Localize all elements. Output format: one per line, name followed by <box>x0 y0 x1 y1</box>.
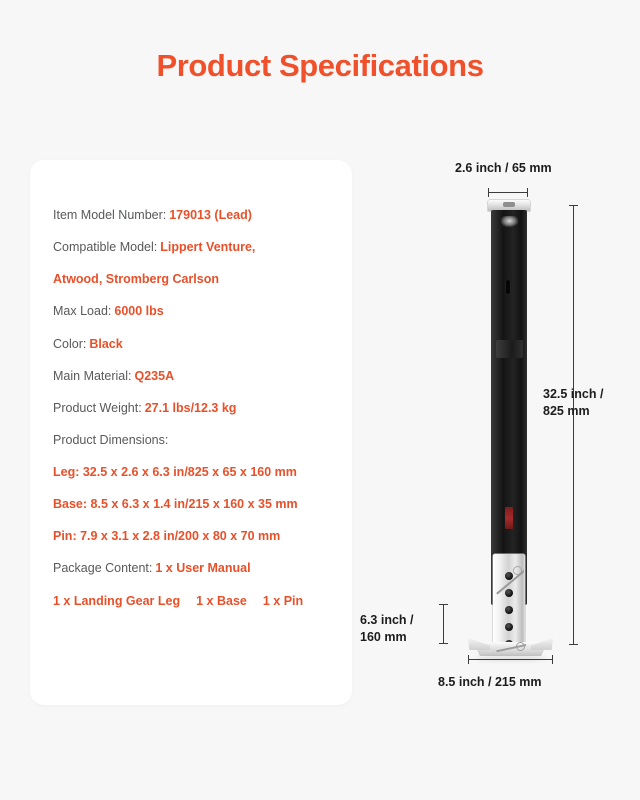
spec-label: Product Weight: <box>53 400 142 415</box>
spec-row: Base: 8.5 x 6.3 x 1.4 in/215 x 160 x 35 mm <box>53 497 298 512</box>
lanyard-ring-icon <box>513 566 522 575</box>
leg-warning-sticker <box>505 507 513 529</box>
package-item: 1 x Pin <box>262 593 304 608</box>
spec-row <box>53 208 340 224</box>
pin-lanyard-upper <box>494 560 524 602</box>
spec-value: 27.1 lbs/12.3 kg <box>144 400 237 415</box>
leg-mid-bracket <box>496 340 523 358</box>
adjust-hole <box>505 623 513 631</box>
page-title: Product Specifications <box>156 48 484 83</box>
dimension-label-total-height-line1: 32.5 inch / <box>543 387 604 401</box>
dimension-label-base-height-line2: 160 mm <box>360 629 407 644</box>
spec-value: 1 x User Manual <box>155 561 251 576</box>
dimension-label-base-width: 8.5 inch / 215 mm <box>438 675 542 689</box>
spec-row <box>53 240 340 256</box>
spec-row: Leg: 32.5 x 2.6 x 6.3 in/825 x 65 x 160 mm <box>53 465 297 479</box>
dimension-line-base-height <box>443 604 444 644</box>
spec-label: Compatible Model: <box>53 240 158 255</box>
dimension-label-base-height <box>360 612 414 646</box>
spec-row: Pin: 7.9 x 3.1 x 2.8 in/200 x 80 x 70 mm <box>53 529 281 544</box>
adjust-hole <box>505 606 513 614</box>
spec-label: Product Dimensions: <box>53 432 169 447</box>
spec-value: Black <box>89 336 123 351</box>
leg-top-slot <box>501 216 518 227</box>
dimension-label-top-width: 2.6 inch / 65 mm <box>455 161 552 175</box>
leg-upper-pin-slot <box>506 280 510 294</box>
spec-row <box>53 304 340 320</box>
spec-row <box>53 561 340 577</box>
dimension-line-total-height <box>573 205 574 645</box>
spec-label: Color: <box>53 336 87 351</box>
spec-label: Item Model Number: <box>53 208 167 222</box>
spec-label: Max Load: <box>53 304 112 319</box>
spec-row <box>53 433 340 449</box>
locking-pin <box>496 640 526 654</box>
dimension-label-total-height-line2: 825 mm <box>543 403 590 418</box>
spec-row: Atwood, Stromberg Carlson <box>53 272 219 287</box>
leg-top-bolt <box>503 202 515 207</box>
dimension-label-total-height <box>543 386 603 420</box>
leg-outer-tube <box>491 210 527 605</box>
spec-value: 6000 lbs <box>114 304 164 319</box>
spec-value: Q235A <box>134 368 175 383</box>
package-item: 1 x Landing Gear Leg <box>53 593 181 608</box>
specification-list <box>53 208 340 608</box>
spec-value: Lippert Venture, <box>160 240 256 255</box>
dimension-line-base-width <box>468 659 553 660</box>
spec-label: Package Content: <box>53 561 153 576</box>
spec-row <box>53 337 340 353</box>
spec-label: Main Material: <box>53 368 132 383</box>
package-item: 1 x Base <box>196 593 247 608</box>
locking-pin-ring-icon <box>516 642 525 651</box>
spec-row <box>53 401 340 417</box>
spec-row <box>53 369 340 385</box>
package-items-row <box>53 594 340 608</box>
spec-value: 179013 (Lead) <box>169 208 252 222</box>
dimension-line-top-width <box>488 192 528 193</box>
dimension-label-base-height-line1: 6.3 inch / <box>360 613 414 627</box>
specification-card <box>30 160 352 705</box>
